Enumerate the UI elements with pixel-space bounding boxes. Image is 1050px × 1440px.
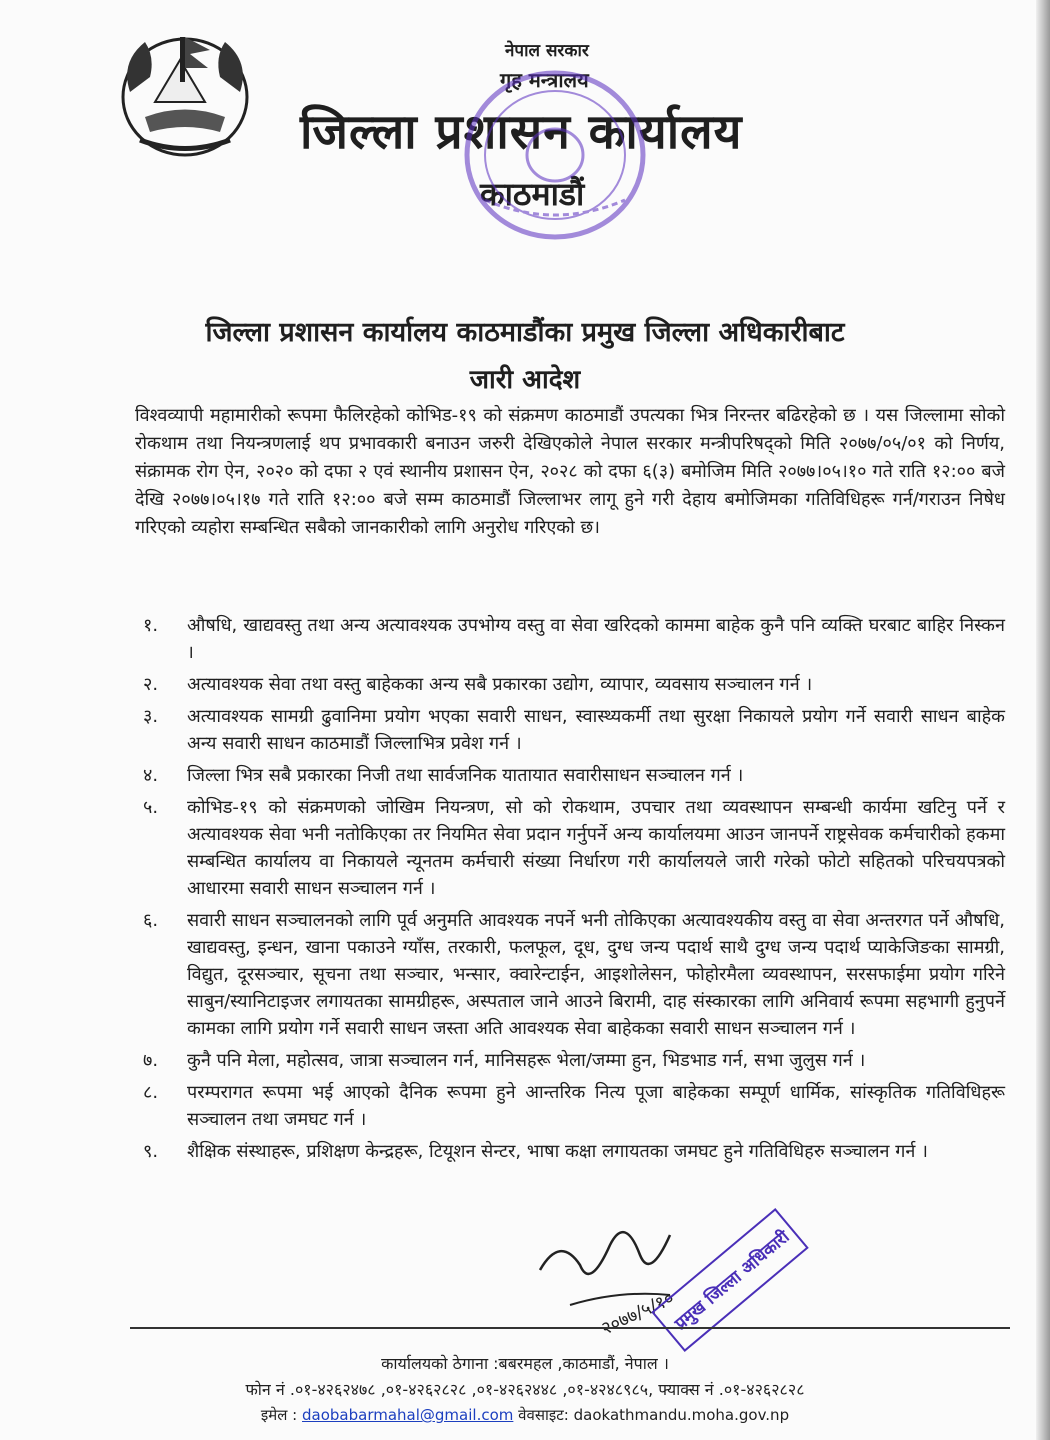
website-text: daokathmandu.moha.gov.np	[573, 1406, 790, 1424]
item-number: ७.	[143, 1050, 159, 1071]
item-text: जिल्ला भित्र सबै प्रकारका निजी तथा सार्वजनिक यातायात सवारीसाधन सञ्चालन गर्न ।	[187, 765, 744, 786]
item-number: ३.	[143, 706, 159, 727]
item-number: ५.	[143, 797, 159, 818]
item-text: अत्यावश्यक सामग्री ढुवानिमा प्रयोग भएका सवारी साधन, स्वास्थ्यकर्मी तथा सुरक्षा निकायले प्रयोग गर्ने सवारी साधन बाहेक अन्य सवारी साधन काठमाडौं जिल्लाभित्र प्रवेश गर्न ।	[187, 706, 1005, 754]
office-name: जिल्ला प्रशासन कार्यालय	[300, 104, 743, 160]
website-label: वेवसाइट:	[518, 1406, 569, 1424]
item-text: कुनै पनि मेला, महोत्सव, जात्रा सञ्चालन गर्न, मानिसहरू भेला/जम्मा हुन, भिडभाड गर्न, सभा जुलुस गर्न ।	[187, 1050, 866, 1071]
ministry-name: गृह मन्त्रालय	[500, 68, 589, 92]
item-number: १.	[143, 615, 159, 636]
order-title: जिल्ला प्रशासन कार्यालय काठमाडौंका प्रमुख जिल्ला अधिकारीबाट	[205, 317, 845, 348]
item-number: ८.	[143, 1082, 159, 1103]
list-item	[135, 703, 1005, 757]
list-item	[135, 612, 1005, 666]
office-address: कार्यालयको ठेगाना :बबरमहल ,काठमाडौं, नेपाल ।	[381, 1354, 669, 1373]
office-phones: फोन नं .०१-४२६२४७८ ,०१-४२६२८२८ ,०१-४२६२४४८ ,०१-४२४८९८५, फ्याक्स नं .०१-४२६२८२८	[245, 1380, 805, 1399]
item-number: २.	[143, 674, 159, 695]
item-number: ६.	[143, 910, 159, 931]
list-item	[135, 1079, 1005, 1133]
footer-divider	[130, 1327, 1010, 1329]
office-contact	[0, 1405, 1050, 1425]
list-item	[135, 1047, 1005, 1074]
email-label: इमेल :	[260, 1406, 298, 1424]
page-edge-shadow	[1036, 0, 1050, 1440]
email-link[interactable]: daobabarmahal@gmail.com	[302, 1406, 514, 1424]
item-text: सवारी साधन सञ्चालनको लागि पूर्व अनुमति आवश्यक नपर्ने भनी तोकिएका अत्यावश्यकीय वस्तु वा सेवा अन्तरगत पर्ने औषधि, खाद्यवस्तु, इन्धन, खाना पकाउने ग्याँस, तरकारी, फलफूल, दूध, दुग्ध जन्य पदार्थ साथै दुग्ध जन्य पदार्थ प्याकेजिङका सामग्री, विद्युत, दूरसञ्चार, सूचना तथा सञ्चार, भन्सार, क्वारेन्टाईन, आइशोलेसन, फोहोरमैला व्यवस्थापन, सरसफाईमा प्रयोग गरिने साबुन/स्यानिटाइजर लगायतका सामग्रीहरू, अस्पताल जाने आउने बिरामी, दाह संस्कारका लागि अनिवार्य रूपमा सहभागी हुनुपर्ने कामका लागि प्रयोग गर्ने सवारी साधन जस्ता अति आवश्यक सेवा बाहेकका सवारी साधन सञ्चालन गर्न ।	[187, 910, 1005, 1039]
list-item	[135, 671, 1005, 698]
item-number: ४.	[143, 765, 159, 786]
government-name: नेपाल सरकार	[505, 41, 589, 61]
office-city: काठमाडौं	[480, 175, 585, 213]
list-item	[135, 1138, 1005, 1165]
list-item	[135, 762, 1005, 789]
item-number: ९.	[143, 1141, 159, 1162]
svg-text:प्रमुख जिल्ला अधिकारी: प्रमुख जिल्ला अधिकारी	[671, 1227, 794, 1335]
item-text: अत्यावश्यक सेवा तथा वस्तु बाहेकका अन्य सबै प्रकारका उद्योग, व्यापार, व्यवसाय सञ्चालन गर्न ।	[187, 674, 813, 695]
list-item	[135, 794, 1005, 902]
intro-paragraph: विश्वव्यापी महामारीको रूपमा फैलिरहेको कोभिड-१९ को संक्रमण काठमाडौं उपत्यका भित्र निरन्तर बढिरहेको छ । यस जिल्लामा सोको रोकथाम तथा नियन्त्रणलाई थप प्रभावकारी बनाउन जरुरी देखिएकोले नेपाल सरकार मन्त्रीपरिषद्को मिति २०७७/०५/०१ को निर्णय, संक्रामक रोग ऐन, २०२० को दफा २ एवं स्थानीय प्रशासन ऐन, २०२८ को दफा ६(३) बमोजिम मिति २०७७।०५।१० गते राति १२:०० बजे देखि २०७७।०५।१७ गते राति १२:०० बजे सम्म काठमाडौं जिल्लाभर लागू हुने गरी देहाय बमोजिमका गतिविधिहरू गर्न/गराउन निषेध गरिएको व्यहोरा सम्बन्धित सबैको जानकारीको लागि अनुरोध गरिएको छ।	[135, 405, 1005, 538]
round-office-stamp-icon	[455, 60, 655, 250]
svg-text:२०७७/५/१०: २०७७/५/१०	[598, 1287, 678, 1340]
prohibition-list	[135, 612, 1005, 1170]
item-text: औषधि, खाद्यवस्तु तथा अन्य अत्यावश्यक उपभोग्य वस्तु वा सेवा खरिदको काममा बाहेक कुनै पनि व्यक्ति घरबाट बाहिर निस्कन ।	[187, 615, 1005, 663]
item-text: शैक्षिक संस्थाहरू, प्रशिक्षण केन्द्रहरू, टियूशन सेन्टर, भाषा कक्षा लगायतका जमघट हुने गतिविधिहरु सञ्चालन गर्न ।	[187, 1141, 928, 1162]
nepal-emblem-icon	[110, 22, 260, 162]
order-subtitle: जारी आदेश	[469, 365, 581, 395]
item-text: परम्परागत रूपमा भई आएको दैनिक रूपमा हुने आन्तरिक नित्य पूजा बाहेकका सम्पूर्ण धार्मिक, सांस्कृतिक गतिविधिहरू सञ्चालन तथा जमघट गर्न ।	[187, 1082, 1005, 1130]
handwritten-signature-icon	[530, 1195, 810, 1360]
list-item	[135, 907, 1005, 1042]
item-text: कोभिड-१९ को संक्रमणको जोखिम नियन्त्रण, सो को रोकथाम, उपचार तथा व्यवस्थापन सम्बन्धी कार्यमा खटिनु पर्ने र अत्यावश्यक सेवा भनी नतोकिएका तर नियमित सेवा प्रदान गर्नुपर्ने अन्य कार्यालयमा आउन जानपर्ने राष्ट्रसेवक कर्मचारीको हकमा सम्बन्धित कार्यालय वा निकायले न्यूनतम कर्मचारी संख्या निर्धारण गरी कार्यालयले जारी गरेको फोटो सहितको परिचयपत्रको आधारमा सवारी साधन सञ्चालन गर्न ।	[187, 797, 1005, 899]
